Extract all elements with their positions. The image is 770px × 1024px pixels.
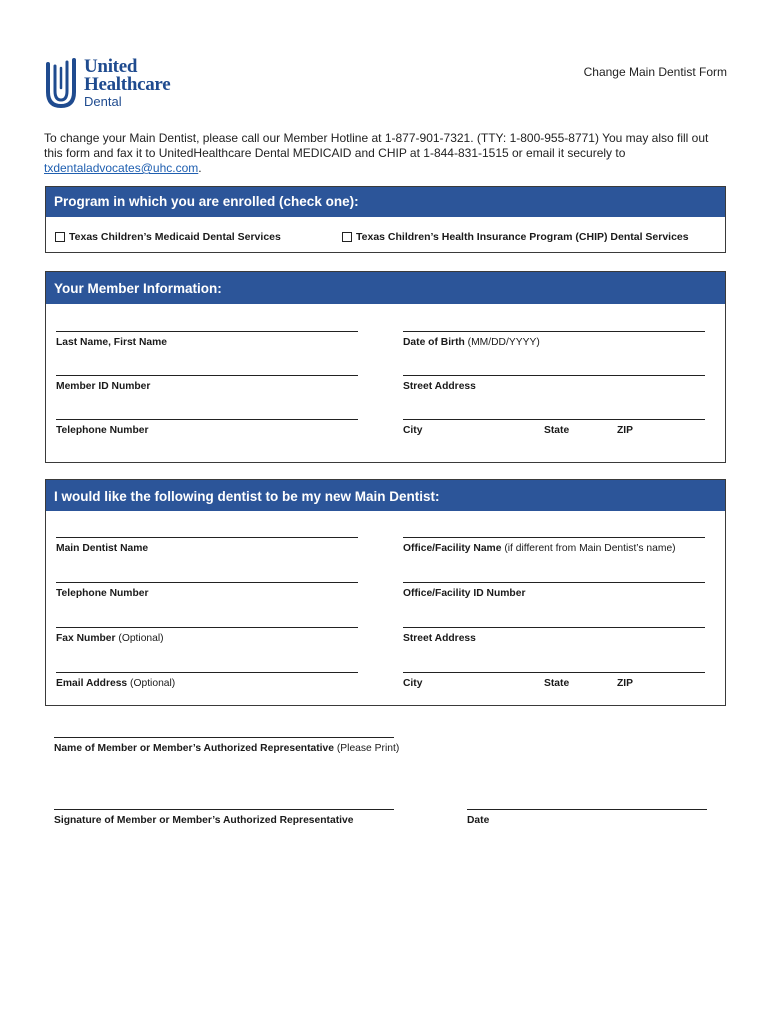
dentist-fax-label: Fax Number (Optional) (56, 633, 164, 644)
office-name-label: Office/Facility Name (if different from Main Dentist’s name) (403, 543, 676, 554)
intro-paragraph (44, 131, 728, 176)
dentist-city-state-zip-field[interactable] (403, 672, 705, 689)
member-phone-line (56, 419, 358, 420)
member-city-state-zip-field[interactable] (403, 419, 705, 436)
logo-text-united: United (84, 56, 138, 77)
logo-text-healthcare: Healthcare (84, 74, 171, 95)
office-name-field[interactable] (403, 537, 705, 554)
dentist-state-label: State (544, 678, 570, 689)
dentist-city-label: City (403, 678, 423, 689)
option-medicaid[interactable] (55, 231, 281, 243)
date-line (467, 809, 707, 810)
intro-text: To change your Main Dentist, please call our Member Hotline at 1-877-901-7321. (TTY: 1-800-955-8771) You may also fill out this form and fax it to UnitedHealthcare Dental MEDICAID and CHIP at 1-844-831-1515 or email it securely to (44, 131, 709, 160)
member-dob-label: Date of Birth (MM/DD/YYYY) (403, 337, 540, 348)
option-medicaid-label: Texas Children’s Medicaid Dental Services (69, 231, 281, 243)
form-title: Change Main Dentist Form (583, 65, 727, 79)
option-chip-label: Texas Children’s Health Insurance Program (CHIP) Dental Services (356, 231, 689, 243)
print-name-line (54, 737, 394, 738)
member-id-field[interactable] (56, 375, 358, 392)
dentist-email-line (56, 672, 358, 673)
program-section (45, 186, 726, 253)
member-id-label: Member ID Number (56, 381, 151, 392)
print-name-label: Name of Member or Member’s Authorized Representative (Please Print) (54, 743, 400, 754)
logo-text-dental: Dental (84, 94, 122, 109)
member-id-line (56, 375, 358, 376)
signature-label: Signature of Member or Member’s Authorized Representative (54, 815, 354, 826)
dentist-name-field[interactable] (56, 537, 358, 554)
print-name-field[interactable] (54, 737, 400, 754)
member-state-label: State (544, 425, 570, 436)
member-phone-field[interactable] (56, 419, 358, 436)
facility-id-label: Office/Facility ID Number (403, 588, 526, 599)
signature-field[interactable] (54, 809, 394, 826)
dentist-phone-field[interactable] (56, 582, 358, 599)
uhc-logo-mark-icon (44, 58, 78, 110)
program-section-title: Program in which you are enrolled (check one): (46, 187, 725, 217)
date-label: Date (467, 815, 490, 826)
dentist-fax-field[interactable] (56, 627, 358, 644)
signature-line (54, 809, 394, 810)
member-info-section (45, 271, 726, 463)
member-name-line (56, 331, 358, 332)
facility-id-field[interactable] (403, 582, 705, 599)
dentist-street-field[interactable] (403, 627, 705, 644)
member-city-line (403, 419, 705, 420)
dentist-name-label: Main Dentist Name (56, 543, 149, 554)
member-phone-label: Telephone Number (56, 425, 149, 436)
dentist-zip-label: ZIP (617, 678, 634, 689)
dentist-phone-line (56, 582, 358, 583)
member-dob-line (403, 331, 705, 332)
dentist-email-label: Email Address (Optional) (56, 678, 176, 689)
option-chip[interactable] (342, 231, 689, 243)
facility-id-line (403, 582, 705, 583)
dentist-name-line (56, 537, 358, 538)
member-name-field[interactable] (56, 331, 358, 348)
member-street-field[interactable] (403, 375, 705, 392)
member-street-label: Street Address (403, 381, 476, 392)
medicaid-checkbox[interactable] (55, 232, 65, 242)
chip-checkbox[interactable] (342, 232, 352, 242)
date-field[interactable] (467, 809, 707, 826)
dentist-phone-label: Telephone Number (56, 588, 149, 599)
member-zip-label: ZIP (617, 425, 634, 436)
member-name-label: Last Name, First Name (56, 337, 168, 348)
dentist-street-line (403, 627, 705, 628)
intro-tail: . (198, 161, 202, 175)
member-dob-field[interactable] (403, 331, 705, 348)
member-street-line (403, 375, 705, 376)
dentist-fax-line (56, 627, 358, 628)
dentist-section (45, 479, 726, 706)
email-link[interactable]: txdentaladvocates@uhc.com (44, 161, 199, 175)
office-name-line (403, 537, 705, 538)
unitedhealthcare-dental-logo (44, 58, 184, 114)
dentist-email-field[interactable] (56, 672, 358, 689)
member-city-label: City (403, 425, 423, 436)
dentist-section-title: I would like the following dentist to be my new Main Dentist: (46, 480, 725, 511)
dentist-city-line (403, 672, 705, 673)
member-info-section-title: Your Member Information: (46, 272, 725, 304)
dentist-street-label: Street Address (403, 633, 476, 644)
